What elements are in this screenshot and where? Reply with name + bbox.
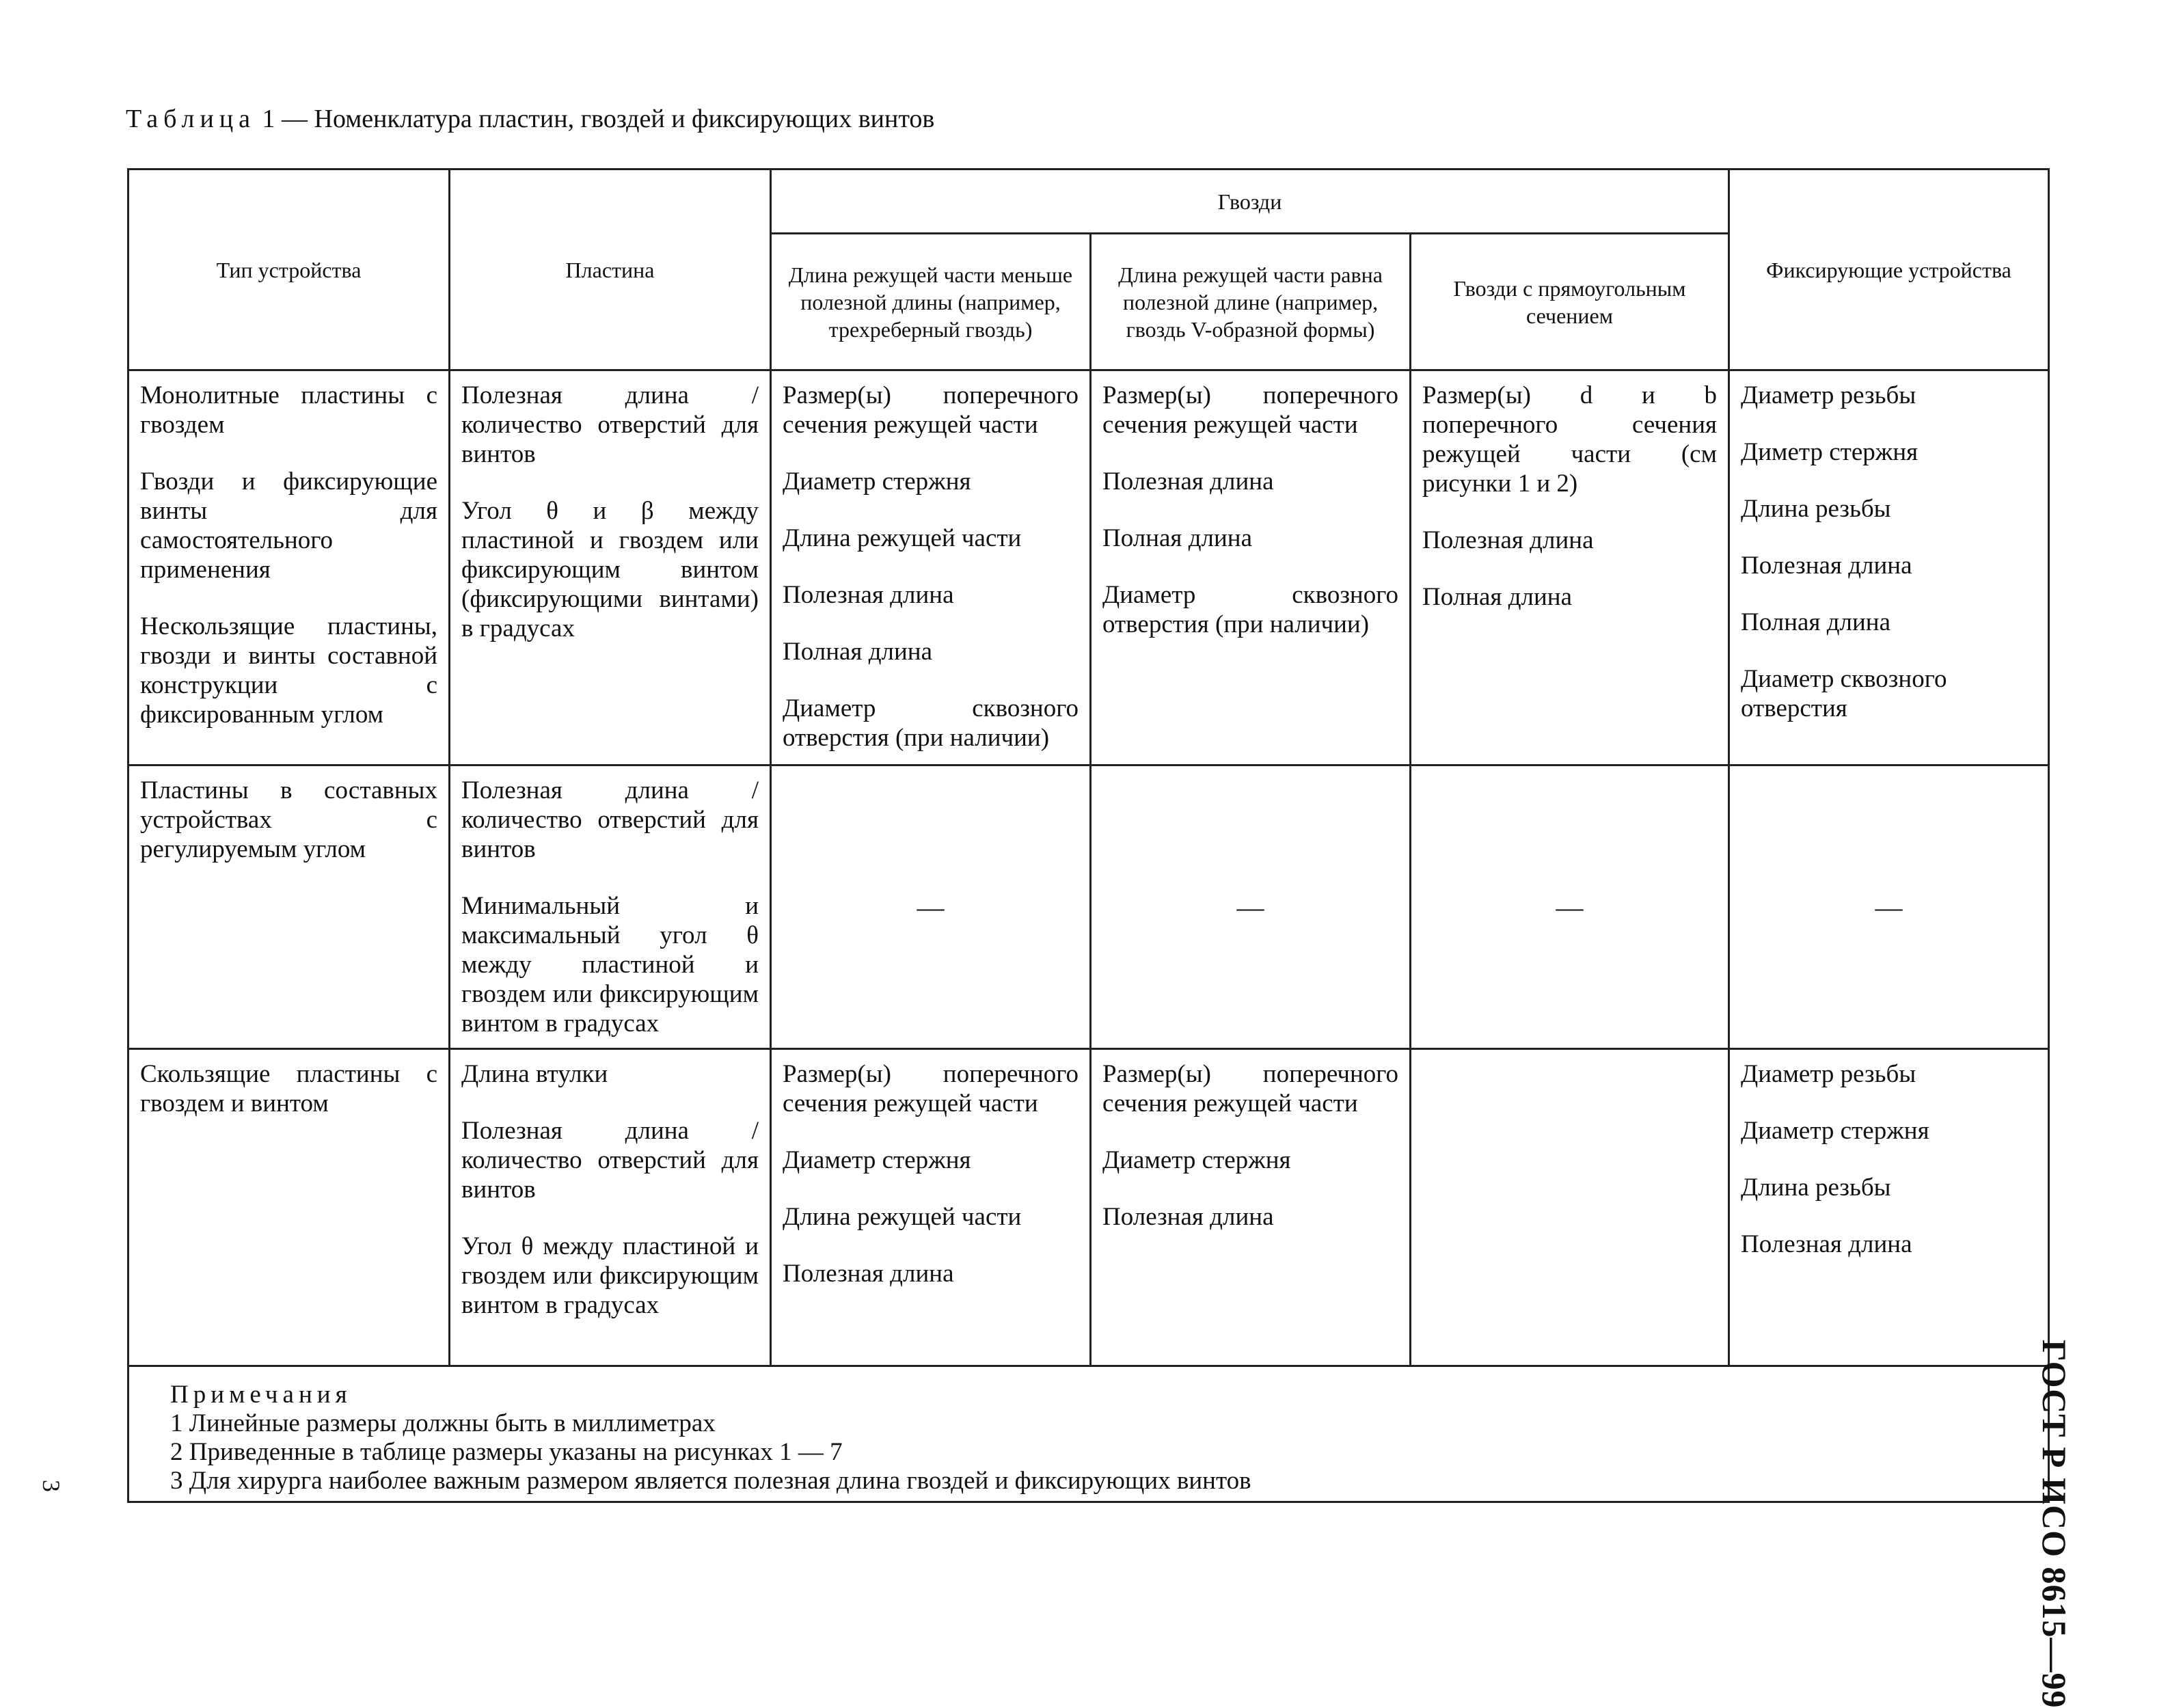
row1-fix-line: Полезная длина — [1741, 552, 1912, 580]
row1-nail-short-line: Размер(ы) поперечного сечения режущей части — [783, 381, 1079, 439]
row2-plate-line: Полезная длина / количество отверстий для винтов — [461, 776, 759, 863]
row1-nail-equal-line: Диаметр сквозного отверстия (при наличии) — [1102, 581, 1398, 638]
caption-title: Номенклатура пластин, гвоздей и фиксирующих винтов — [314, 105, 935, 133]
row1-type-line: Монолитные пластины с гвоздем — [140, 381, 437, 439]
row1-fix-line: Диаметр резьбы — [1741, 381, 1916, 409]
row1-nail-rect — [1411, 370, 1729, 765]
row3-type — [128, 1049, 450, 1366]
table-row — [128, 370, 2049, 765]
row3-fix-line: Диаметр стержня — [1741, 1117, 1929, 1145]
row1-nail-rect-line: Размер(ы) d и b поперечного сечения режущей части (см рисунки 1 и 2) — [1422, 381, 1718, 498]
row3-nail-short — [771, 1049, 1091, 1366]
row3-nail-short-line: Полезная длина — [783, 1260, 954, 1288]
row2-nail-short-dash: — — [771, 765, 1091, 1049]
row1-type — [128, 370, 450, 765]
row2-plate-line: Минимальный и максимальный угол θ между пластиной и гвоздем или фиксирующим винтом в градусах — [461, 892, 759, 1038]
row1-nail-short — [771, 370, 1091, 765]
caption-label: Таблица — [126, 105, 256, 133]
note-item: 2 Приведенные в таблице размеры указаны на рисунках 1 — 7 — [170, 1438, 843, 1466]
row1-type-line: Нескользящие пластины, гвозди и винты составной конструкции с фиксированным углом — [140, 612, 437, 729]
row1-nail-rect-line: Полезная длина — [1422, 526, 1594, 554]
notes-title: Примечания — [170, 1381, 352, 1409]
row1-nail-equal-line: Размер(ы) поперечного сечения режущей части — [1102, 381, 1398, 439]
row1-nail-short-line: Длина режущей части — [783, 524, 1022, 552]
header-nail-short: Длина режущей части меньше полезной длины (например, трехреберный гвоздь) — [771, 234, 1091, 370]
row1-fix — [1729, 370, 2049, 765]
row3-nail-short-line: Диаметр стержня — [783, 1146, 971, 1174]
table-row — [128, 1049, 2049, 1366]
table-row — [128, 765, 2049, 1049]
notes-cell — [128, 1366, 2049, 1502]
header-plate: Пластина — [450, 170, 771, 370]
row3-plate-line: Угол θ между пластиной и гвоздем или фиксирующим винтом в градусах — [461, 1232, 759, 1319]
row2-nail-rect-dash: — — [1411, 765, 1729, 1049]
caption-number: 1 — [262, 105, 275, 133]
row3-nail-short-line: Длина режущей части — [783, 1203, 1022, 1231]
row3-fix-line: Полезная длина — [1741, 1230, 1912, 1258]
row2-nail-equal-dash: — — [1091, 765, 1411, 1049]
row3-type-line: Скользящие пластины с гвоздем и винтом — [140, 1060, 437, 1117]
row3-nail-equal-line: Полезная длина — [1102, 1203, 1274, 1231]
note-item: 1 Линейные размеры должны быть в миллиметрах — [170, 1409, 716, 1437]
nomenclature-table — [127, 168, 2050, 1503]
note-item: 3 Для хирурга наиболее важным размером является полезная длина гвоздей и фиксирующих винтов — [170, 1467, 1251, 1495]
notes-row — [128, 1366, 2049, 1502]
header-fix: Фиксирующие устройства — [1729, 170, 2049, 370]
row3-plate-line: Полезная длина / количество отверстий для винтов — [461, 1117, 759, 1204]
header-row-1 — [128, 170, 2049, 234]
row3-fix-line: Длина резьбы — [1741, 1174, 1891, 1202]
row1-fix-line: Полная длина — [1741, 608, 1891, 636]
row3-nail-short-line: Размер(ы) поперечного сечения режущей части — [783, 1060, 1079, 1117]
row1-nail-short-line: Полная длина — [783, 638, 933, 666]
page-number: 3 — [38, 1480, 65, 1492]
row2-type-line: Пластины в составных устройствах с регулируемым углом — [140, 776, 437, 863]
header-nails-group: Гвозди — [771, 170, 1729, 234]
header-type: Тип устройства — [128, 170, 450, 370]
row1-nail-rect-line: Полная длина — [1422, 583, 1573, 611]
table-caption — [126, 103, 934, 135]
row3-plate — [450, 1049, 771, 1366]
row3-fix-line: Диаметр резьбы — [1741, 1060, 1916, 1088]
standard-code: ГОСТ Р ИСО 8615—99 — [2035, 1340, 2074, 1708]
row1-plate-line: Угол θ и β между пластиной и гвоздем или фиксирующим винтом (фиксирующими винтами) в градусах — [461, 497, 759, 642]
row3-nail-equal — [1091, 1049, 1411, 1366]
row3-nail-rect-empty — [1411, 1049, 1729, 1366]
row2-plate — [450, 765, 771, 1049]
row3-nail-equal-line: Размер(ы) поперечного сечения режущей части — [1102, 1060, 1398, 1117]
row1-nail-short-line: Полезная длина — [783, 581, 954, 609]
caption-separator: — — [282, 105, 308, 133]
row1-fix-line: Длина резьбы — [1741, 495, 1891, 523]
row1-nail-equal-line: Полная длина — [1102, 524, 1253, 552]
row1-fix-line: Диметр стержня — [1741, 438, 1918, 466]
row1-plate — [450, 370, 771, 765]
row3-fix — [1729, 1049, 2049, 1366]
row1-nail-equal-line: Полезная длина — [1102, 467, 1274, 496]
row1-nail-short-line: Диаметр стержня — [783, 467, 971, 496]
row3-nail-equal-line: Диаметр стержня — [1102, 1146, 1291, 1174]
row2-type — [128, 765, 450, 1049]
row1-nail-equal — [1091, 370, 1411, 765]
row1-type-line: Гвозди и фиксирующие винты для самостоятельного применения — [140, 467, 437, 584]
header-nail-rect: Гвозди с прямоугольным сечением — [1411, 234, 1729, 370]
row3-plate-line: Длина втулки — [461, 1060, 608, 1088]
header-nail-equal: Длина режущей части равна полезной длине (например, гвоздь V-образной формы) — [1091, 234, 1411, 370]
row2-fix-dash: — — [1729, 765, 2049, 1049]
row1-plate-line: Полезная длина / количество отверстий для винтов — [461, 381, 759, 468]
row1-nail-short-line: Диаметр сквозного отверстия (при наличии) — [783, 694, 1079, 752]
row1-fix-line: Диаметр сквозного отверстия — [1741, 665, 1947, 722]
